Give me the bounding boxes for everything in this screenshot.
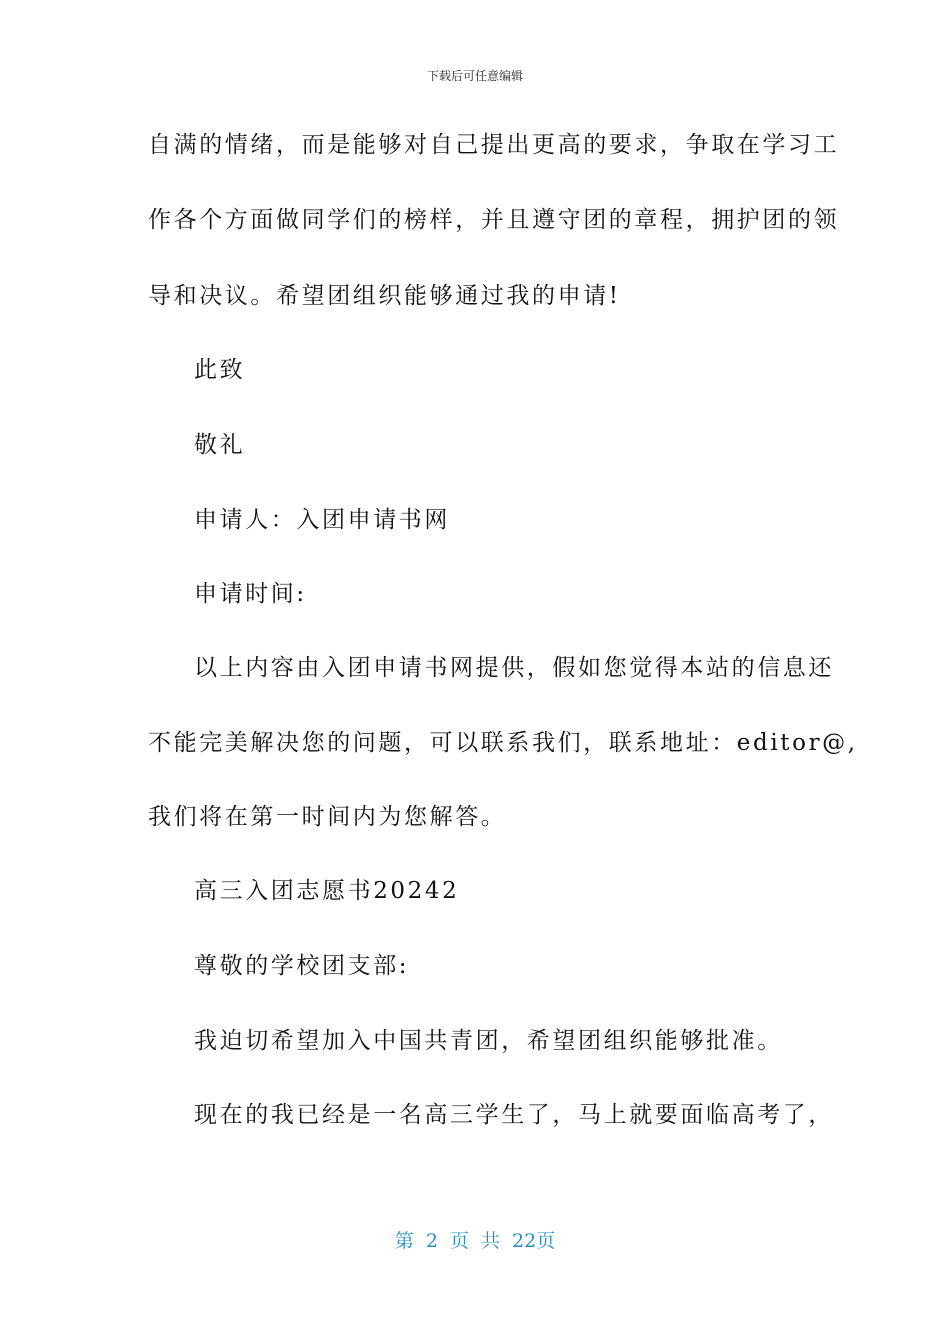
page-number: 第 2 页 共 22页 <box>394 1230 556 1252</box>
section-title: 高三入团志愿书20242 <box>194 878 460 904</box>
body-line: 作各个方面做同学们的榜样，并且遵守团的章程，拥护团的领 <box>148 207 840 233</box>
body-line: 自满的情绪，而是能够对自己提出更高的要求，争取在学习工 <box>148 132 840 158</box>
body-line: 我们将在第一时间内为您解答。 <box>148 804 507 830</box>
greeting-line: 尊敬的学校团支部: <box>194 953 410 979</box>
closing-salutation: 此致 <box>194 357 246 383</box>
closing-regards: 敬礼 <box>194 432 246 458</box>
body-line: 我迫切希望加入中国共青团，希望团组织能够批准。 <box>194 1028 783 1054</box>
body-line: 导和决议。希望团组织能够通过我的申请! <box>148 283 621 309</box>
application-date-line: 申请时间: <box>194 581 307 607</box>
applicant-line: 申请人：入团申请书网 <box>194 507 450 533</box>
body-line: 以上内容由入团申请书网提供，假如您觉得本站的信息还 <box>194 655 834 681</box>
body-line: 不能完美解决您的问题，可以联系我们，联系地址：editor@, <box>148 730 858 756</box>
body-line: 现在的我已经是一名高三学生了，马上就要面临高考了， <box>194 1102 834 1128</box>
download-note: 下载后可任意编辑 <box>426 69 523 83</box>
